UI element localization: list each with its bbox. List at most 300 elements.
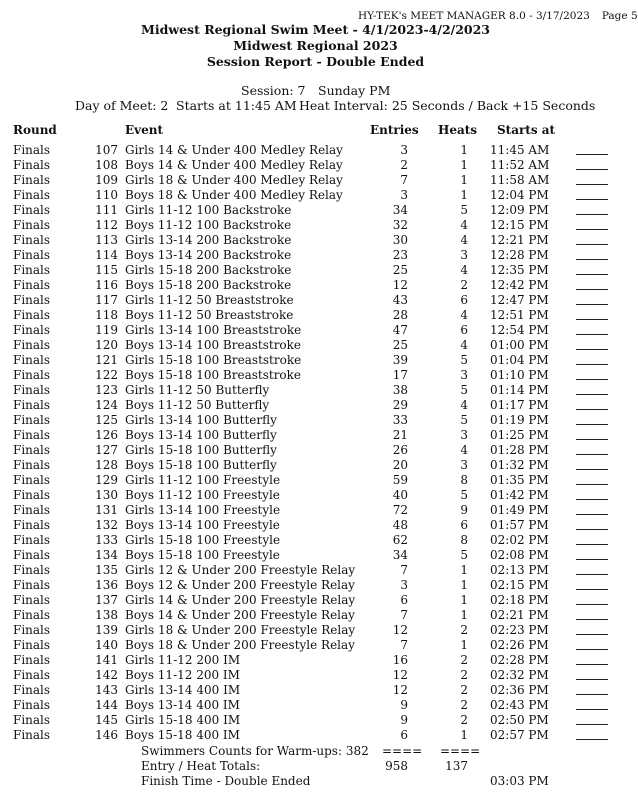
col-event-header: Event xyxy=(125,123,164,137)
round-cell: Finals xyxy=(13,278,51,292)
blank-line xyxy=(576,338,608,350)
blank-line xyxy=(576,713,608,725)
start-time-cell: 02:43 PM xyxy=(490,698,549,712)
entries-cell: 7 xyxy=(400,173,408,187)
heats-cell: 5 xyxy=(460,203,468,217)
entries-cell: 6 xyxy=(400,728,408,742)
heats-cell: 2 xyxy=(460,698,468,712)
event-name-cell: Girls 12 & Under 200 Freestyle Relay xyxy=(125,563,356,577)
heats-cell: 1 xyxy=(460,188,468,202)
event-number-cell: 109 xyxy=(95,173,118,187)
table-row xyxy=(0,398,631,413)
event-name-cell: Girls 13-14 100 Butterfly xyxy=(125,413,277,427)
table-row xyxy=(0,413,631,428)
start-time-cell: 12:15 PM xyxy=(490,218,549,232)
entries-cell: 3 xyxy=(400,578,408,592)
event-number-cell: 119 xyxy=(95,323,118,337)
event-name-cell: Boys 13-14 200 Backstroke xyxy=(125,248,292,262)
round-cell: Finals xyxy=(13,638,51,652)
start-time-cell: 02:50 PM xyxy=(490,713,549,727)
entries-cell: 26 xyxy=(392,443,408,457)
heats-cell: 8 xyxy=(460,533,468,547)
blank-line xyxy=(576,653,608,665)
session-start: Starts at 11:45 AM xyxy=(176,98,297,113)
entries-cell: 12 xyxy=(392,278,408,292)
report-title: Session Report - Double Ended xyxy=(206,54,425,69)
report-software-header xyxy=(358,10,638,22)
blank-line xyxy=(576,203,608,215)
round-cell: Finals xyxy=(13,413,51,427)
event-name-cell: Girls 15-18 400 IM xyxy=(125,713,241,727)
col-round-header: Round xyxy=(13,123,57,137)
blank-line xyxy=(576,533,608,545)
start-time-cell: 01:17 PM xyxy=(490,398,549,412)
event-number-cell: 111 xyxy=(95,203,118,217)
entries-cell: 33 xyxy=(392,413,408,427)
table-row xyxy=(0,308,631,323)
entries-cell: 7 xyxy=(400,563,408,577)
heats-cell: 4 xyxy=(460,398,468,412)
event-number-cell: 113 xyxy=(95,233,118,247)
start-time-cell: 01:10 PM xyxy=(490,368,549,382)
round-cell: Finals xyxy=(13,428,51,442)
start-time-cell: 02:21 PM xyxy=(490,608,549,622)
table-row xyxy=(0,698,631,713)
blank-line xyxy=(576,593,608,605)
blank-line xyxy=(576,548,608,560)
heats-cell: 4 xyxy=(460,308,468,322)
entries-cell: 2 xyxy=(400,158,408,172)
table-row xyxy=(0,293,631,308)
heats-cell: 3 xyxy=(460,428,468,442)
blank-line xyxy=(576,143,608,155)
event-name-cell: Girls 15-18 100 Breaststroke xyxy=(125,353,302,367)
start-time-cell: 02:13 PM xyxy=(490,563,549,577)
start-time-cell: 01:49 PM xyxy=(490,503,549,517)
round-cell: Finals xyxy=(13,518,51,532)
table-row xyxy=(0,368,631,383)
table-row xyxy=(0,323,631,338)
entries-cell: 59 xyxy=(392,473,408,487)
blank-line xyxy=(576,563,608,575)
start-time-cell: 02:08 PM xyxy=(490,548,549,562)
event-name-cell: Girls 11-12 100 Freestyle xyxy=(125,473,281,487)
start-time-cell: 01:19 PM xyxy=(490,413,549,427)
entries-cell: 43 xyxy=(392,293,408,307)
table-row xyxy=(0,503,631,518)
entries-cell: 23 xyxy=(392,248,408,262)
event-name-cell: Girls 11-12 50 Butterfly xyxy=(125,383,270,397)
blank-line xyxy=(576,413,608,425)
event-name-cell: Boys 15-18 100 Butterfly xyxy=(125,458,277,472)
start-time-cell: 02:32 PM xyxy=(490,668,549,682)
event-number-cell: 112 xyxy=(95,218,118,232)
event-number-cell: 117 xyxy=(95,293,118,307)
event-number-cell: 126 xyxy=(95,428,118,442)
event-name-cell: Girls 15-18 100 Butterfly xyxy=(125,443,277,457)
blank-line xyxy=(576,623,608,635)
event-number-cell: 135 xyxy=(95,563,118,577)
heats-cell: 6 xyxy=(460,518,468,532)
table-row xyxy=(0,548,631,563)
event-name-cell: Boys 15-18 200 Backstroke xyxy=(125,278,292,292)
event-name-cell: Boys 18 & Under 400 Medley Relay xyxy=(125,188,343,202)
heats-cell: 3 xyxy=(460,458,468,472)
blank-line xyxy=(576,308,608,320)
heats-cell: 4 xyxy=(460,218,468,232)
heats-cell: 1 xyxy=(460,608,468,622)
event-number-cell: 133 xyxy=(95,533,118,547)
event-name-cell: Girls 14 & Under 400 Medley Relay xyxy=(125,143,343,157)
total-entries: 958 xyxy=(385,759,408,773)
entries-cell: 30 xyxy=(392,233,408,247)
round-cell: Finals xyxy=(13,233,51,247)
entries-cell: 32 xyxy=(392,218,408,232)
round-cell: Finals xyxy=(13,563,51,577)
heats-cell: 6 xyxy=(460,323,468,337)
round-cell: Finals xyxy=(13,383,51,397)
blank-line xyxy=(576,263,608,275)
start-time-cell: 12:54 PM xyxy=(490,323,549,337)
entries-cell: 28 xyxy=(392,308,408,322)
table-row xyxy=(0,623,631,638)
round-cell: Finals xyxy=(13,503,51,517)
event-name-cell: Girls 18 & Under 200 Freestyle Relay xyxy=(125,623,356,637)
blank-line xyxy=(576,638,608,650)
table-row xyxy=(0,278,631,293)
session-table xyxy=(0,143,631,743)
start-time-cell: 12:28 PM xyxy=(490,248,549,262)
blank-line xyxy=(576,293,608,305)
start-time-cell: 01:32 PM xyxy=(490,458,549,472)
event-name-cell: Girls 11-12 100 Backstroke xyxy=(125,203,292,217)
heats-cell: 5 xyxy=(460,548,468,562)
round-cell: Finals xyxy=(13,173,51,187)
start-time-cell: 01:04 PM xyxy=(490,353,549,367)
table-row xyxy=(0,593,631,608)
event-name-cell: Boys 11-12 50 Butterfly xyxy=(125,398,270,412)
event-name-cell: Boys 12 & Under 200 Freestyle Relay xyxy=(125,578,355,592)
entries-cell: 12 xyxy=(392,683,408,697)
software-version: HY-TEK's MEET MANAGER 8.0 - 3/17/2023 xyxy=(358,10,590,22)
col-starts-header: Starts at xyxy=(497,123,556,137)
start-time-cell: 11:52 AM xyxy=(490,158,550,172)
table-row xyxy=(0,683,631,698)
round-cell: Finals xyxy=(13,353,51,367)
event-name-cell: Girls 15-18 100 Freestyle xyxy=(125,533,281,547)
entries-cell: 3 xyxy=(400,143,408,157)
start-time-cell: 12:51 PM xyxy=(490,308,549,322)
blank-line xyxy=(576,248,608,260)
heats-cell: 1 xyxy=(460,578,468,592)
round-cell: Finals xyxy=(13,263,51,277)
heats-cell: 4 xyxy=(460,443,468,457)
entries-cell: 21 xyxy=(392,428,408,442)
heats-cell: 5 xyxy=(460,353,468,367)
start-time-cell: 02:15 PM xyxy=(490,578,549,592)
heats-cell: 1 xyxy=(460,728,468,742)
entries-cell: 62 xyxy=(392,533,408,547)
event-name-cell: Boys 13-14 400 IM xyxy=(125,698,240,712)
table-row xyxy=(0,158,631,173)
start-time-cell: 02:23 PM xyxy=(490,623,549,637)
heats-cell: 1 xyxy=(460,638,468,652)
event-number-cell: 131 xyxy=(95,503,118,517)
event-name-cell: Girls 13-14 100 Breaststroke xyxy=(125,323,302,337)
start-time-cell: 01:25 PM xyxy=(490,428,549,442)
round-cell: Finals xyxy=(13,308,51,322)
round-cell: Finals xyxy=(13,683,51,697)
heats-cell: 2 xyxy=(460,623,468,637)
start-time-cell: 02:26 PM xyxy=(490,638,549,652)
round-cell: Finals xyxy=(13,623,51,637)
table-row xyxy=(0,728,631,743)
heats-cell: 1 xyxy=(460,173,468,187)
table-row xyxy=(0,668,631,683)
entries-cell: 25 xyxy=(392,263,408,277)
event-number-cell: 141 xyxy=(95,653,118,667)
table-row xyxy=(0,473,631,488)
entries-cell: 9 xyxy=(400,713,408,727)
meet-subtitle: Midwest Regional 2023 xyxy=(233,38,398,53)
heats-cell: 3 xyxy=(460,368,468,382)
entries-cell: 29 xyxy=(392,398,408,412)
blank-line xyxy=(576,218,608,230)
event-number-cell: 143 xyxy=(95,683,118,697)
entries-cell: 48 xyxy=(392,518,408,532)
heats-cell: 8 xyxy=(460,473,468,487)
table-row xyxy=(0,533,631,548)
blank-line xyxy=(576,473,608,485)
heat-interval: Heat Interval: 25 Seconds / Back +15 Seconds xyxy=(299,98,596,113)
start-time-cell: 12:47 PM xyxy=(490,293,549,307)
heats-cell: 5 xyxy=(460,488,468,502)
event-name-cell: Girls 13-14 100 Freestyle xyxy=(125,503,281,517)
event-number-cell: 108 xyxy=(95,158,118,172)
event-name-cell: Boys 11-12 100 Backstroke xyxy=(125,218,292,232)
blank-line xyxy=(576,698,608,710)
entries-cell: 39 xyxy=(392,353,408,367)
table-row xyxy=(0,518,631,533)
round-cell: Finals xyxy=(13,548,51,562)
event-number-cell: 127 xyxy=(95,443,118,457)
event-number-cell: 132 xyxy=(95,518,118,532)
event-name-cell: Boys 13-14 100 Breaststroke xyxy=(125,338,302,352)
blank-line xyxy=(576,443,608,455)
start-time-cell: 02:36 PM xyxy=(490,683,549,697)
entries-cell: 34 xyxy=(392,203,408,217)
start-time-cell: 01:57 PM xyxy=(490,518,549,532)
event-number-cell: 122 xyxy=(95,368,118,382)
event-number-cell: 121 xyxy=(95,353,118,367)
table-row xyxy=(0,713,631,728)
event-name-cell: Boys 15-18 400 IM xyxy=(125,728,240,742)
event-number-cell: 144 xyxy=(95,698,118,712)
entries-cell: 6 xyxy=(400,593,408,607)
heats-cell: 4 xyxy=(460,263,468,277)
entries-cell: 40 xyxy=(392,488,408,502)
heats-cell: 1 xyxy=(460,143,468,157)
event-number-cell: 124 xyxy=(95,398,118,412)
table-row xyxy=(0,653,631,668)
round-cell: Finals xyxy=(13,218,51,232)
event-number-cell: 140 xyxy=(95,638,118,652)
table-row xyxy=(0,578,631,593)
event-number-cell: 142 xyxy=(95,668,118,682)
start-time-cell: 01:00 PM xyxy=(490,338,549,352)
blank-line xyxy=(576,518,608,530)
table-row xyxy=(0,563,631,578)
start-time-cell: 12:21 PM xyxy=(490,233,549,247)
entries-cell: 34 xyxy=(392,548,408,562)
totals-label: Entry / Heat Totals: xyxy=(141,759,261,773)
heats-total-rule: ==== xyxy=(440,744,481,758)
heats-cell: 4 xyxy=(460,233,468,247)
col-entries-header: Entries xyxy=(370,123,419,137)
start-time-cell: 02:18 PM xyxy=(490,593,549,607)
entries-total-rule: ==== xyxy=(382,744,423,758)
event-number-cell: 136 xyxy=(95,578,118,592)
table-row xyxy=(0,353,631,368)
round-cell: Finals xyxy=(13,608,51,622)
event-name-cell: Girls 13-14 200 Backstroke xyxy=(125,233,292,247)
event-name-cell: Boys 18 & Under 200 Freestyle Relay xyxy=(125,638,355,652)
blank-line xyxy=(576,278,608,290)
blank-line xyxy=(576,188,608,200)
event-number-cell: 107 xyxy=(95,143,118,157)
round-cell: Finals xyxy=(13,668,51,682)
blank-line xyxy=(576,233,608,245)
table-row xyxy=(0,233,631,248)
day-of-meet: Day of Meet: 2 xyxy=(75,98,169,113)
table-row xyxy=(0,443,631,458)
event-number-cell: 118 xyxy=(95,308,118,322)
round-cell: Finals xyxy=(13,443,51,457)
round-cell: Finals xyxy=(13,338,51,352)
round-cell: Finals xyxy=(13,473,51,487)
table-row xyxy=(0,143,631,158)
entries-cell: 20 xyxy=(392,458,408,472)
blank-line xyxy=(576,398,608,410)
finish-time: 03:03 PM xyxy=(490,774,549,788)
start-time-cell: 01:14 PM xyxy=(490,383,549,397)
event-number-cell: 116 xyxy=(95,278,118,292)
blank-line xyxy=(576,368,608,380)
round-cell: Finals xyxy=(13,728,51,742)
entries-cell: 9 xyxy=(400,698,408,712)
event-name-cell: Boys 13-14 100 Freestyle xyxy=(125,518,280,532)
table-row xyxy=(0,338,631,353)
heats-cell: 5 xyxy=(460,413,468,427)
event-name-cell: Girls 18 & Under 400 Medley Relay xyxy=(125,173,343,187)
table-row xyxy=(0,458,631,473)
blank-line xyxy=(576,158,608,170)
blank-line xyxy=(576,578,608,590)
entries-cell: 16 xyxy=(392,653,408,667)
round-cell: Finals xyxy=(13,368,51,382)
start-time-cell: 01:28 PM xyxy=(490,443,549,457)
entries-cell: 3 xyxy=(400,188,408,202)
event-number-cell: 120 xyxy=(95,338,118,352)
heats-cell: 2 xyxy=(460,683,468,697)
start-time-cell: 12:42 PM xyxy=(490,278,549,292)
entries-cell: 47 xyxy=(392,323,408,337)
session-number: Session: 7 xyxy=(241,83,306,98)
blank-line xyxy=(576,683,608,695)
start-time-cell: 01:42 PM xyxy=(490,488,549,502)
blank-line xyxy=(576,173,608,185)
round-cell: Finals xyxy=(13,248,51,262)
event-name-cell: Girls 15-18 200 Backstroke xyxy=(125,263,292,277)
heats-cell: 2 xyxy=(460,653,468,667)
entries-cell: 12 xyxy=(392,623,408,637)
event-number-cell: 114 xyxy=(95,248,118,262)
blank-line xyxy=(576,383,608,395)
round-cell: Finals xyxy=(13,203,51,217)
event-number-cell: 125 xyxy=(95,413,118,427)
heats-cell: 5 xyxy=(460,383,468,397)
blank-line xyxy=(576,608,608,620)
entries-cell: 38 xyxy=(392,383,408,397)
entries-cell: 12 xyxy=(392,668,408,682)
table-row xyxy=(0,488,631,503)
table-row xyxy=(0,608,631,623)
entries-cell: 7 xyxy=(400,638,408,652)
round-cell: Finals xyxy=(13,398,51,412)
event-number-cell: 145 xyxy=(95,713,118,727)
total-heats: 137 xyxy=(445,759,468,773)
col-heats-header: Heats xyxy=(438,123,478,137)
event-name-cell: Girls 13-14 400 IM xyxy=(125,683,241,697)
entries-cell: 17 xyxy=(392,368,408,382)
table-row xyxy=(0,638,631,653)
heats-cell: 9 xyxy=(460,503,468,517)
blank-line xyxy=(576,458,608,470)
page-number: Page 5 xyxy=(601,10,638,22)
heats-cell: 2 xyxy=(460,278,468,292)
round-cell: Finals xyxy=(13,293,51,307)
event-name-cell: Girls 11-12 50 Breaststroke xyxy=(125,293,294,307)
entries-cell: 72 xyxy=(392,503,408,517)
table-row xyxy=(0,203,631,218)
table-row xyxy=(0,173,631,188)
entries-cell: 7 xyxy=(400,608,408,622)
heats-cell: 1 xyxy=(460,563,468,577)
round-cell: Finals xyxy=(13,143,51,157)
event-number-cell: 115 xyxy=(95,263,118,277)
heats-cell: 6 xyxy=(460,293,468,307)
round-cell: Finals xyxy=(13,458,51,472)
event-number-cell: 130 xyxy=(95,488,118,502)
round-cell: Finals xyxy=(13,578,51,592)
table-row xyxy=(0,263,631,278)
round-cell: Finals xyxy=(13,698,51,712)
table-row xyxy=(0,248,631,263)
event-name-cell: Boys 15-18 100 Freestyle xyxy=(125,548,280,562)
start-time-cell: 02:28 PM xyxy=(490,653,549,667)
start-time-cell: 02:57 PM xyxy=(490,728,549,742)
heats-cell: 3 xyxy=(460,248,468,262)
event-number-cell: 137 xyxy=(95,593,118,607)
event-name-cell: Boys 11-12 200 IM xyxy=(125,668,240,682)
blank-line xyxy=(576,428,608,440)
event-name-cell: Boys 15-18 100 Breaststroke xyxy=(125,368,302,382)
meet-title: Midwest Regional Swim Meet - 4/1/2023-4/2/2023 xyxy=(141,22,490,37)
blank-line xyxy=(576,728,608,740)
table-row xyxy=(0,218,631,233)
event-number-cell: 110 xyxy=(95,188,118,202)
event-number-cell: 134 xyxy=(95,548,118,562)
